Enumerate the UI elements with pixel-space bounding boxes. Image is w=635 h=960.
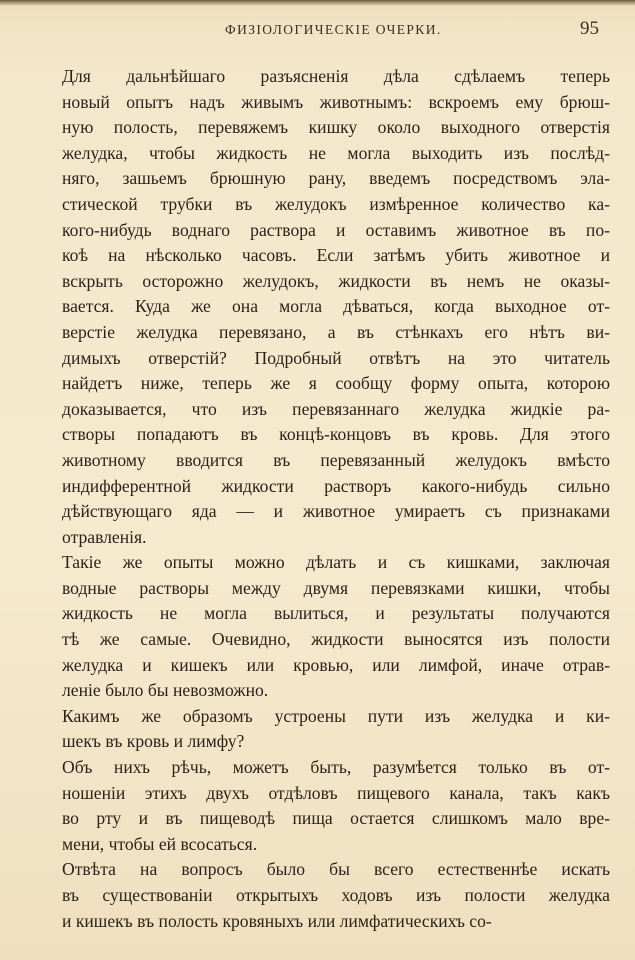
text-line: индифферентной жидкости растворъ какого-нибудь сильно	[62, 475, 610, 496]
paragraph	[62, 550, 610, 704]
text-line: кого-нибудь воднаго раствора и оставимъ животное въ по-	[62, 219, 610, 240]
text-line: доказывается, что изъ перевязаннаго желудка жидкіе ра-	[62, 398, 610, 419]
text-line: желудка, чтобы жидкость не могла выходить изъ послѣд-	[62, 142, 610, 163]
text-line: Какимъ же образомъ устроены пути изъ желудка и ки-	[62, 705, 610, 726]
body-text	[62, 64, 610, 934]
text-line: желудка и кишекъ или кровью, или лимфой, иначе отрав-	[62, 654, 610, 675]
text-line: стической трубки въ желудокъ измѣренное количество ка-	[62, 193, 610, 214]
text-line: животному вводится въ перевязанный желудокъ вмѣсто	[62, 449, 610, 470]
paragraph	[62, 755, 610, 857]
text-line: няго, зашьемъ брюшную рану, введемъ посредствомъ эла-	[62, 168, 610, 189]
text-line: отравленія.	[62, 526, 147, 547]
page-number: 95	[580, 18, 599, 39]
page-top-edge	[0, 0, 635, 6]
paragraph	[62, 704, 610, 755]
text-line: вскрыть осторожно желудокъ, жидкости въ немъ не оказы-	[62, 270, 610, 291]
text-line: створы попадаютъ въ концѣ-концовъ въ кровь. Для этого	[62, 424, 610, 445]
running-title: ФИЗIОЛОГИЧЕСКIЕ ОЧЕРКИ.	[225, 22, 442, 37]
text-line: ную полость, перевяжемъ кишку около выходного отверстія	[62, 117, 610, 138]
text-line: Отвѣта на вопросъ было бы всего естественнѣе искать	[62, 859, 610, 880]
text-line: новый опытъ надъ живымъ животнымъ: вскроемъ ему брюш-	[62, 91, 610, 112]
text-line: ношеніи этихъ двухъ отдѣловъ пищевого канала, такъ какъ	[62, 782, 610, 803]
text-line: дѣйствующаго яда — и животное умираетъ съ признаками	[62, 501, 610, 522]
text-line: Для дальнѣйшаго разъясненія дѣла сдѣлаемъ теперь	[62, 66, 610, 86]
text-line: коѣ на нѣсколько часовъ. Если затѣмъ убить животное и	[62, 245, 610, 266]
text-line: во рту и въ пищеводѣ пища остается слишкомъ мало вре-	[62, 808, 610, 829]
text-line: леніе было бы невозможно.	[62, 680, 269, 701]
text-line: вается. Куда же она могла дѣваться, когда выходное от-	[62, 296, 610, 317]
running-head	[0, 18, 635, 42]
text-line: найдетъ ниже, теперь же я сообщу форму опыта, которою	[62, 373, 610, 394]
text-line: и кишекъ въ полость кровяныхъ или лимфатическихъ со-	[62, 910, 492, 931]
paragraph	[62, 64, 610, 550]
text-line: димыхъ отверстій? Подробный отвѣтъ на это читатель	[62, 347, 610, 368]
paragraph	[62, 857, 610, 934]
text-line: тѣ же самые. Очевидно, жидкости выносятся изъ полости	[62, 629, 610, 650]
text-line: въ существованіи открытыхъ ходовъ изъ полости желудка	[62, 885, 610, 905]
text-line: Такіе же опыты можно дѣлать и съ кишками, заключая	[62, 552, 610, 573]
text-line: шекъ въ кровь и лимфу?	[62, 731, 245, 752]
text-line: жидкость не могла вылиться, и результаты получаются	[62, 603, 610, 624]
text-line: верстіе желудка перевязано, а въ стѣнкахъ его нѣтъ ви-	[62, 321, 610, 342]
text-line: Объ нихъ рѣчь, можетъ быть, разумѣется только въ от-	[62, 757, 610, 778]
text-line: водные растворы между двумя перевязками кишки, чтобы	[62, 577, 610, 598]
text-line: мени, чтобы ей всосаться.	[62, 833, 258, 854]
